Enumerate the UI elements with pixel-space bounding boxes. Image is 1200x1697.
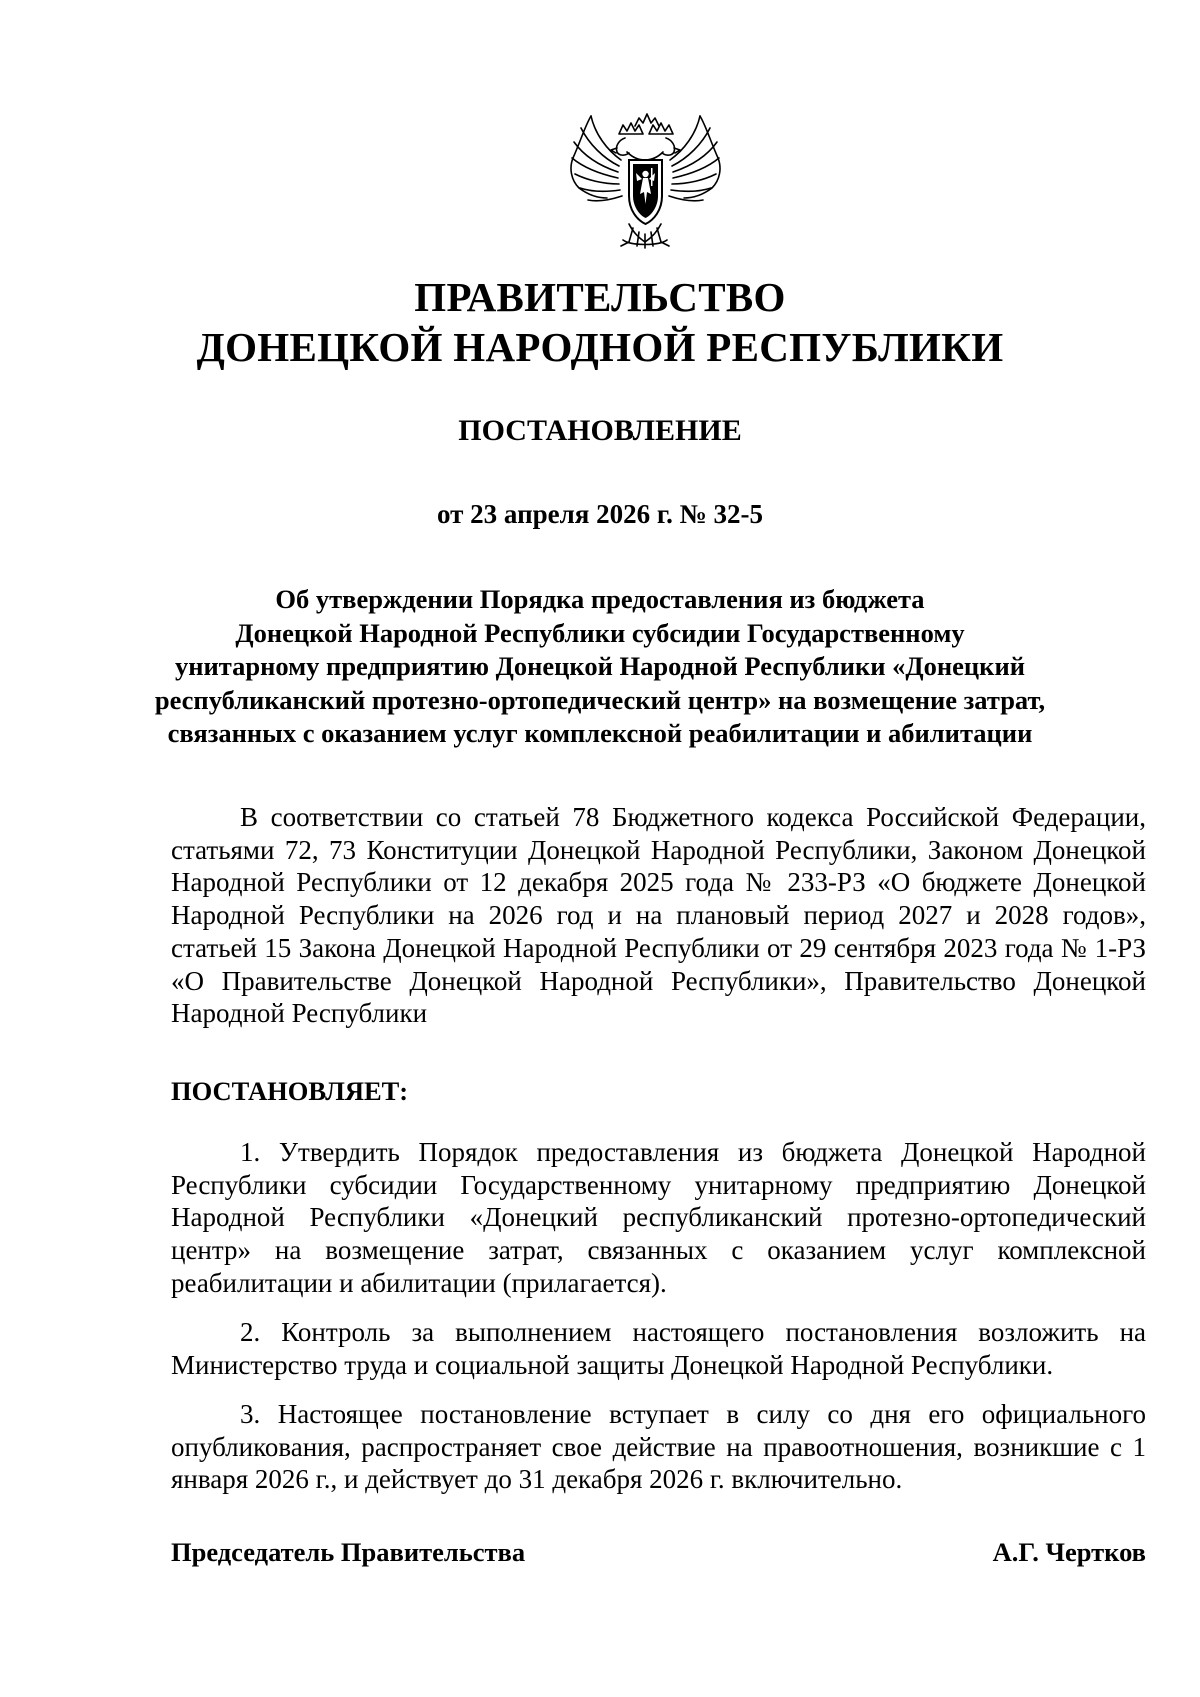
decree-item-2: 2. Контроль за выполнением настоящего постановления возложить на Министерство труда и социальной защиты Донецкой Народной Республики. — [171, 1317, 1146, 1380]
signatory-name: А.Г. Чертков — [992, 1537, 1146, 1567]
government-title-line-1: ПРАВИТЕЛЬСТВО — [414, 274, 786, 320]
subject-line: Об утверждении Порядка предоставления из бюджета — [275, 584, 925, 614]
signatory-position: Председатель Правительства — [171, 1537, 526, 1567]
document-date-number: от 23 апреля 2026 г. № 32-5 — [437, 499, 763, 529]
government-title-line-2: ДОНЕЦКОЙ НАРОДНОЙ РЕСПУБЛИКИ — [196, 324, 1004, 370]
subject-line: связанных с оказанием услуг комплексной реабилитации и абилитации — [167, 718, 1033, 748]
preamble-paragraph: В соответствии со статьей 78 Бюджетного кодекса Российской Федерации, статьями 72, 73 Конституции Донецкой Народной Республики, Законом Донецкой Народной Республики от 12 декабря 2025 года № 233-РЗ «О бюджете Донецкой Народной Республики на 2026 год и на плановый период 2027 и 2028 годов», статьей 15 Закона Донецкой Народной Республики от 29 сентября 2023 года № 1-РЗ «О Правительстве Донецкой Народной Республики», Правительство Донецкой Народной Республики — [171, 802, 1146, 1029]
subject-line: унитарному предприятию Донецкой Народной Республики «Донецкий — [175, 651, 1025, 681]
decree-item-1: 1. Утвердить Порядок предоставления из бюджета Донецкой Народной Республики субсидии Государственному унитарному предприятию Донецкой Народной Республики «Донецкий республиканский протезно-ортопедический центр» на возмещение затрат, связанных с оказанием услуг комплексной реабилитации и абилитации (прилагается). — [171, 1137, 1146, 1298]
decree-item-3: 3. Настоящее постановление вступает в силу со дня его официального опубликования, распространяет свое действие на правоотношения, возникшие с 1 января 2026 г., и действует до 31 декабря 2026 г. включительно. — [171, 1399, 1146, 1495]
subject-line: республиканский протезно-ортопедический центр» на возмещение затрат, — [154, 684, 1046, 715]
decree-word: ПОСТАНОВЛЯЕТ: — [171, 1076, 409, 1106]
document-type: ПОСТАНОВЛЕНИЕ — [458, 414, 742, 447]
document-subject — [150, 583, 1050, 751]
coat-of-arms-eagle-icon — [563, 112, 728, 262]
subject-line: Донецкой Народной Республики субсидии Государственному — [235, 617, 965, 648]
